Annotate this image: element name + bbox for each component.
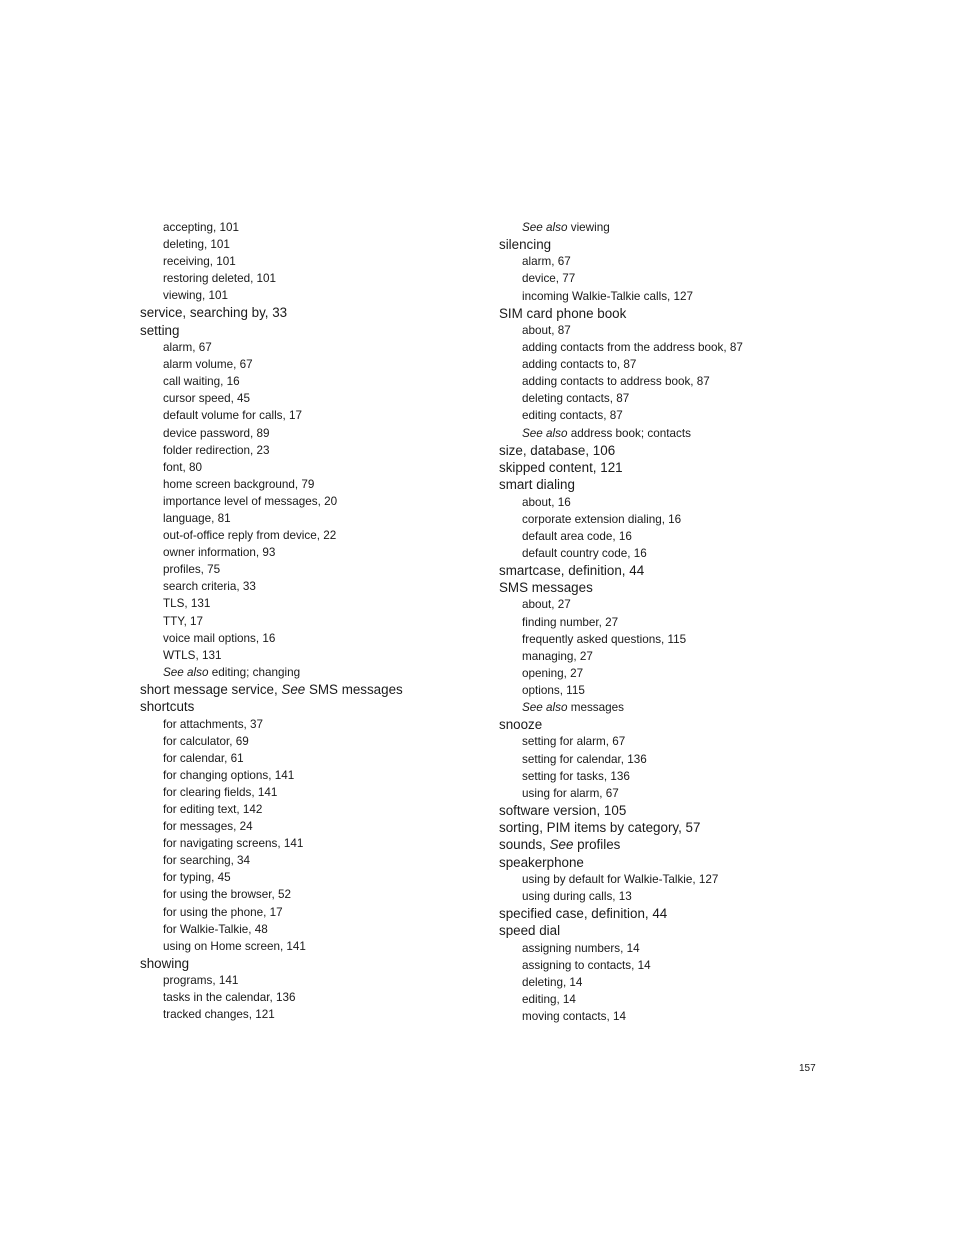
entry-text: opening, 27 <box>522 666 584 680</box>
index-subentry <box>140 1006 500 1023</box>
entry-text: service, searching by, 33 <box>140 305 288 321</box>
index-entry <box>499 819 859 836</box>
entry-text: for navigating screens, 141 <box>163 837 304 851</box>
index-subentry <box>499 733 859 750</box>
index-entry <box>140 955 500 972</box>
entry-text: editing contacts, 87 <box>522 409 623 423</box>
index-subentry <box>499 991 859 1008</box>
entry-text: receiving, 101 <box>163 255 236 269</box>
index-subentry <box>140 784 500 801</box>
entry-text: address book; contacts <box>567 426 691 440</box>
index-subentry <box>140 869 500 886</box>
entry-text: alarm volume, 67 <box>163 358 253 372</box>
index-entry <box>499 236 859 253</box>
index-subentry <box>140 527 500 544</box>
entry-prefix: sounds, <box>499 837 550 853</box>
index-subentry <box>140 835 500 852</box>
entry-text: folder redirection, 23 <box>163 443 270 457</box>
entry-text: alarm, 67 <box>163 341 212 355</box>
entry-text: device password, 89 <box>163 426 270 440</box>
entry-text: for using the phone, 17 <box>163 905 283 919</box>
entry-text: home screen background, 79 <box>163 477 315 491</box>
cross-reference-label: See also <box>522 221 568 234</box>
index-subentry <box>140 801 500 818</box>
index-subentry <box>140 561 500 578</box>
entry-text: about, 87 <box>522 323 571 337</box>
entry-text: moving contacts, 14 <box>522 1010 626 1024</box>
entry-text: importance level of messages, 20 <box>163 494 338 508</box>
entry-text: deleting, 101 <box>163 238 230 252</box>
entry-text: skipped content, 121 <box>499 459 623 475</box>
index-subentry <box>499 614 859 631</box>
index-subentry <box>499 940 859 957</box>
entry-text: WTLS, 131 <box>163 648 222 662</box>
index-subentry <box>499 339 859 356</box>
entry-text: frequently asked questions, 115 <box>522 632 687 646</box>
index-subentry <box>499 288 859 305</box>
index-subentry <box>140 852 500 869</box>
index-subentry <box>499 1008 859 1025</box>
index-subentry <box>140 356 500 373</box>
entry-text: voice mail options, 16 <box>163 631 276 645</box>
entry-text: speakerphone <box>499 854 584 870</box>
entry-text: editing, 14 <box>522 993 576 1007</box>
entry-text: accepting, 101 <box>163 221 240 234</box>
entry-text: assigning numbers, 14 <box>522 941 640 955</box>
index-entry <box>499 836 859 853</box>
index-subentry <box>499 270 859 287</box>
entry-text: deleting, 14 <box>522 975 583 989</box>
index-subentry <box>499 682 859 699</box>
index-subentry <box>140 733 500 750</box>
cross-reference-label: See <box>549 837 574 853</box>
index-subentry <box>499 785 859 802</box>
entry-text: language, 81 <box>163 512 231 525</box>
index-subentry <box>140 595 500 612</box>
entry-text: using on Home screen, 141 <box>163 939 306 953</box>
entry-text: for calendar, 61 <box>163 751 244 765</box>
entry-text: TLS, 131 <box>163 597 211 611</box>
cross-reference-label: See also <box>522 426 568 440</box>
index-entry <box>499 305 859 322</box>
entry-text: device, 77 <box>522 272 576 286</box>
entry-text: smart dialing <box>499 477 575 493</box>
index-column-left <box>140 219 500 1023</box>
entry-text: setting for tasks, 136 <box>522 769 630 783</box>
entry-text: software version, 105 <box>499 802 627 818</box>
entry-text: for calculator, 69 <box>163 734 249 748</box>
entry-text: using during calls, 13 <box>522 890 632 904</box>
index-subentry <box>140 459 500 476</box>
entry-text: owner information, 93 <box>163 546 276 560</box>
index-subentry <box>499 596 859 613</box>
entry-text: options, 115 <box>522 683 585 697</box>
entry-text: programs, 141 <box>163 974 239 988</box>
index-subentry <box>499 699 859 716</box>
entry-text: font, 80 <box>163 460 202 474</box>
index-subentry <box>140 750 500 767</box>
entry-text: setting for alarm, 67 <box>522 735 626 749</box>
index-subentry <box>140 767 500 784</box>
index-subentry <box>499 511 859 528</box>
index-subentry <box>140 493 500 510</box>
index-subentry <box>499 494 859 511</box>
index-subentry <box>140 339 500 356</box>
cross-reference-label: See also <box>163 665 209 679</box>
entry-text: deleting contacts, 87 <box>522 392 630 406</box>
index-subentry <box>140 442 500 459</box>
index-subentry <box>499 425 859 442</box>
entry-text: call waiting, 16 <box>163 375 240 389</box>
index-subentry <box>140 578 500 595</box>
entry-text: silencing <box>499 237 552 253</box>
entry-text: setting <box>140 322 180 338</box>
index-entry <box>499 459 859 476</box>
index-subentry <box>499 871 859 888</box>
entry-prefix: short message service, <box>140 681 282 697</box>
index-subentry <box>140 716 500 733</box>
index-subentry <box>499 974 859 991</box>
entry-text: about, 27 <box>522 598 571 612</box>
index-entry <box>499 854 859 871</box>
entry-text: profiles <box>573 837 621 853</box>
index-entry <box>140 304 500 321</box>
index-entry <box>499 476 859 493</box>
index-entry <box>499 442 859 459</box>
entry-text: for editing text, 142 <box>163 803 263 816</box>
index-subentry <box>499 648 859 665</box>
index-subentry <box>140 613 500 630</box>
entry-text: search criteria, 33 <box>163 580 256 594</box>
index-subentry <box>140 647 500 664</box>
index-subentry <box>140 972 500 989</box>
entry-text: for attachments, 37 <box>163 717 264 731</box>
entry-text: setting for calendar, 136 <box>522 752 647 766</box>
entry-text: editing; changing <box>208 665 301 679</box>
index-entry <box>140 698 500 715</box>
entry-text: cursor speed, 45 <box>163 392 251 406</box>
entry-text: using by default for Walkie-Talkie, 127 <box>522 873 719 886</box>
entry-text: showing <box>140 955 190 971</box>
entry-text: snooze <box>499 717 543 733</box>
entry-text: default area code, 16 <box>522 529 632 543</box>
index-subentry <box>499 390 859 407</box>
index-subentry <box>140 390 500 407</box>
index-subentry <box>499 545 859 562</box>
cross-reference-label: See also <box>522 701 568 715</box>
index-column-right <box>499 219 859 1025</box>
entry-text: for searching, 34 <box>163 854 251 868</box>
index-subentry <box>140 236 500 253</box>
entry-text: shortcuts <box>140 699 195 715</box>
index-subentry <box>140 476 500 493</box>
index-subentry <box>140 544 500 561</box>
entry-text: tasks in the calendar, 136 <box>163 991 296 1005</box>
index-subentry <box>499 528 859 545</box>
cross-reference-label: See <box>281 681 306 697</box>
index-subentry <box>499 219 859 236</box>
entry-text: assigning to contacts, 14 <box>522 958 651 972</box>
index-subentry <box>140 287 500 304</box>
entry-text: about, 16 <box>522 495 571 509</box>
page-number: 157 <box>799 1063 816 1074</box>
index-subentry <box>499 957 859 974</box>
entry-text: sorting, PIM items by category, 57 <box>499 820 701 836</box>
index-subentry <box>140 989 500 1006</box>
index-subentry <box>140 664 500 681</box>
index-subentry <box>140 886 500 903</box>
entry-text: out-of-office reply from device, 22 <box>163 529 337 543</box>
entry-text: finding number, 27 <box>522 615 619 629</box>
index-subentry <box>499 768 859 785</box>
entry-text: profiles, 75 <box>163 563 221 577</box>
entry-text: viewing, 101 <box>163 289 228 303</box>
entry-text: messages <box>567 701 624 715</box>
index-subentry <box>499 407 859 424</box>
index-subentry <box>140 425 500 442</box>
index-subentry <box>140 630 500 647</box>
index-subentry <box>140 253 500 270</box>
entry-text: corporate extension dialing, 16 <box>522 512 682 526</box>
index-entry <box>499 922 859 939</box>
index-entry <box>140 681 500 698</box>
index-entry <box>140 322 500 339</box>
entry-text: for clearing fields, 141 <box>163 785 278 799</box>
entry-text: SMS messages <box>305 681 403 697</box>
index-entry <box>499 802 859 819</box>
entry-text: adding contacts from the address book, 87 <box>522 341 743 355</box>
index-subentry <box>140 818 500 835</box>
entry-text: managing, 27 <box>522 649 593 663</box>
entry-text: tracked changes, 121 <box>163 1008 275 1022</box>
entry-text: for Walkie-Talkie, 48 <box>163 922 268 936</box>
index-subentry <box>140 270 500 287</box>
entry-text: using for alarm, 67 <box>522 786 619 800</box>
entry-text: alarm, 67 <box>522 255 571 269</box>
index-subentry <box>140 219 500 236</box>
entry-text: default country code, 16 <box>522 546 647 560</box>
entry-text: default volume for calls, 17 <box>163 409 303 423</box>
index-subentry <box>499 665 859 682</box>
index-subentry <box>499 373 859 390</box>
entry-text: incoming Walkie-Talkie calls, 127 <box>522 289 694 303</box>
entry-text: adding contacts to, 87 <box>522 358 637 372</box>
entry-text: for using the browser, 52 <box>163 888 291 902</box>
entry-text: viewing <box>567 221 610 234</box>
index-subentry <box>499 751 859 768</box>
entry-text: SMS messages <box>499 580 593 596</box>
entry-text: for messages, 24 <box>163 820 253 834</box>
index-subentry <box>140 938 500 955</box>
entry-text: for typing, 45 <box>163 871 231 885</box>
index-subentry <box>140 407 500 424</box>
index-subentry <box>140 921 500 938</box>
index-subentry <box>499 631 859 648</box>
entry-text: speed dial <box>499 923 561 939</box>
index-subentry <box>499 253 859 270</box>
entry-text: smartcase, definition, 44 <box>499 562 645 578</box>
index-subentry <box>140 373 500 390</box>
index-subentry <box>499 356 859 373</box>
index-subentry <box>499 888 859 905</box>
entry-text: adding contacts to address book, 87 <box>522 375 710 389</box>
index-subentry <box>140 510 500 527</box>
index-entry <box>499 716 859 733</box>
entry-text: specified case, definition, 44 <box>499 906 668 922</box>
index-subentry <box>140 904 500 921</box>
index-entry <box>499 562 859 579</box>
entry-text: restoring deleted, 101 <box>163 272 277 286</box>
entry-text: size, database, 106 <box>499 442 616 458</box>
entry-text: TTY, 17 <box>163 614 204 628</box>
entry-text: SIM card phone book <box>499 305 627 321</box>
entry-text: for changing options, 141 <box>163 768 295 782</box>
index-subentry <box>499 322 859 339</box>
index-entry <box>499 905 859 922</box>
index-entry <box>499 579 859 596</box>
